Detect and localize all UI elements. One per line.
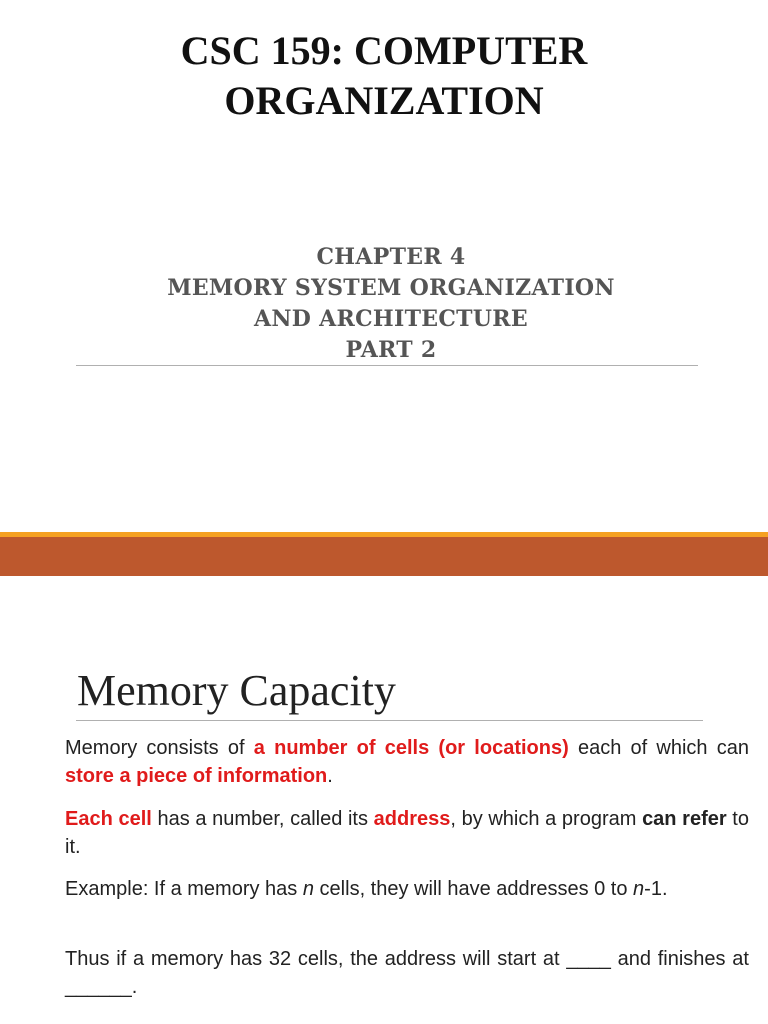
slide-title: Memory Capacity [77, 666, 396, 715]
course-title-line-1: CSC 159: COMPUTER [180, 28, 588, 73]
title-divider [76, 365, 698, 366]
paragraph-example [65, 875, 749, 903]
subtitle-line-4: PART 2 [345, 337, 437, 363]
p2-bold-can-refer: can refer [642, 808, 727, 830]
p1-text-e: . [327, 765, 333, 787]
content-slide [0, 576, 768, 1024]
paragraph-memory-cells [65, 734, 749, 790]
p3-text-e: -1. [644, 878, 668, 900]
slide-title-divider [76, 720, 703, 721]
accent-band [0, 537, 768, 576]
p3-text-c: cells, they will have addresses 0 to [314, 878, 634, 900]
p3-var-n-2: n [633, 878, 645, 900]
p1-text-a: Memory consists of [65, 737, 254, 759]
p1-highlight-store: store a piece of information [65, 765, 328, 787]
p1-text-c: each of which can [568, 737, 750, 759]
subtitle-line-3: AND ARCHITECTURE [254, 306, 528, 332]
paragraph-address [65, 805, 749, 861]
course-title-line-2: ORGANIZATION [224, 78, 544, 123]
p2-highlight-address: address [373, 808, 451, 830]
p3-text-a: Example: If a memory has [65, 878, 303, 900]
p4-text: Thus if a memory has 32 cells, the address will start at ____ and finishes at ______. [65, 948, 749, 998]
paragraph-question [65, 945, 749, 1001]
chapter-subtitle [0, 242, 768, 366]
p3-var-n: n [302, 878, 314, 900]
subtitle-line-2: MEMORY SYSTEM ORGANIZATION [167, 275, 615, 301]
p2-text-f: to it. [65, 808, 749, 858]
course-title [0, 26, 768, 126]
p2-text-b: has a number, called its [151, 808, 374, 830]
p2-text-d: , by which a program [450, 808, 643, 830]
p1-highlight-cells: a number of cells (or locations) [253, 737, 569, 759]
p2-highlight-each-cell: Each cell [65, 808, 152, 830]
subtitle-line-1: CHAPTER 4 [316, 244, 466, 270]
